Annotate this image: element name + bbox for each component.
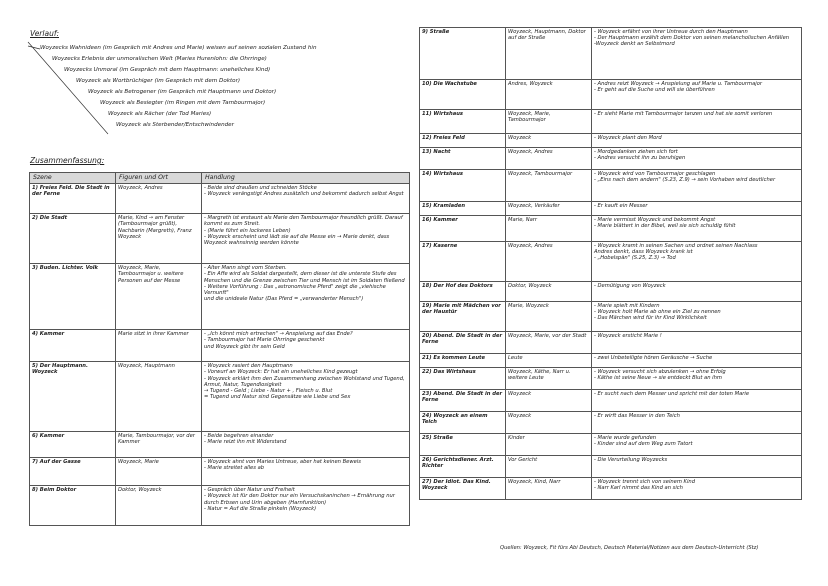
scene-cell: 3) Buden. Lichter. Volk <box>30 264 116 330</box>
scene-cell: 25) Straße <box>420 434 506 456</box>
figures-cell: Kinder <box>506 434 592 456</box>
table-row <box>420 28 802 80</box>
action-line: - Marie spielt mit Kindern <box>594 303 660 309</box>
table-row <box>420 434 802 456</box>
figures-cell: Woyzeck, Tambourmajor <box>506 170 592 202</box>
action-cell <box>202 184 410 214</box>
figures-cell: Woyzeck, Marie, Tambourmajor <box>506 110 592 134</box>
verlauf-item: Woyzecks Erlebnis der unmoralischen Welt (Maries Hurenlohn: die Ohrringe) <box>52 56 267 62</box>
action-line: - „Hobelspän" (S.25, Z.3) → Tod <box>594 255 676 262</box>
scene-cell: 20) Abend. Die Stadt in der Ferne <box>420 332 506 354</box>
action-cell <box>592 216 802 242</box>
scene-cell: 23) Abend. Die Stadt in der Ferne <box>420 390 506 412</box>
action-line: - Woyzeck kramt in seinen Sachen und ordnet seinen Nachlass <box>594 243 758 249</box>
action-cell <box>592 368 802 390</box>
action-line: - Das Märchen wird für ihr Kind Wirklichkeit <box>594 315 707 322</box>
action-line: - Er wirft das Messer in den Teich <box>594 413 680 419</box>
figures-cell: Woyzeck, Verkäufer <box>506 202 592 216</box>
scene-cell: 12) Freies Feld <box>420 134 506 148</box>
scene-cell: 24) Woyzeck an einem Teich <box>420 412 506 434</box>
scene-cell: 16) Kammer <box>420 216 506 242</box>
figures-cell: Woyzeck, Marie <box>116 458 202 486</box>
sources-footer: Quellen: Woyzeck, Fit fürs Abi Deutsch, Deutsch Material/Notizen aus dem Deutsch-Unterricht (Stz) <box>500 545 759 551</box>
table-row <box>30 458 410 486</box>
action-cell <box>202 458 410 486</box>
figures-cell: Woyzeck <box>506 390 592 412</box>
table-row <box>420 302 802 332</box>
verlauf-item: Woyzeck als Wortbrüchiger (im Gespräch mit dem Doktor) <box>76 78 241 84</box>
action-line: - Mordgedanken ziehen sich fort <box>594 149 678 155</box>
table-row <box>420 216 802 242</box>
scene-cell: 8) Beim Doktor <box>30 486 116 526</box>
figures-cell: Woyzeck, Andres <box>506 242 592 282</box>
action-cell <box>592 354 802 368</box>
table-row <box>420 134 802 148</box>
action-cell <box>592 332 802 354</box>
scene-cell: 1) Freies Feld. Die Stadt in der Ferne <box>30 184 116 214</box>
figures-cell: Woyzeck, Andres <box>116 184 202 214</box>
scene-cell: 5) Der Hauptmann. Woyzeck <box>30 362 116 432</box>
action-line: - Natur = Auf die Straße pinkeln (Woyzeck) <box>204 505 317 512</box>
table-row <box>420 368 802 390</box>
table-row <box>30 486 410 526</box>
figures-cell: Woyzeck <box>506 412 592 434</box>
action-line: - Woyzeck ahnt von Maries Untreue, aber hat keinen Beweis <box>204 459 361 466</box>
table-row <box>30 264 410 330</box>
figures-cell: Woyzeck, Hauptmann <box>116 362 202 432</box>
scene-cell: 4) Kammer <box>30 330 116 362</box>
table-row <box>30 214 410 264</box>
action-line: - Narr Karl nimmt das Kind an sich <box>594 485 683 492</box>
table-row <box>420 390 802 412</box>
action-line: - Er sieht Marie mit Tambourmajor tanzen und hat sie somit verloren <box>594 111 773 117</box>
action-cell <box>592 202 802 216</box>
figures-cell: Marie, Narr <box>506 216 592 242</box>
action-line: - Marie reizt ihn mit Widerstand <box>204 439 287 446</box>
table-row <box>420 478 802 500</box>
action-cell <box>592 170 802 202</box>
action-line: - Andres reizt Woyzeck → Anspielung auf Marie u. Tambourmajor <box>594 81 763 87</box>
action-line: - Marie vermisst Woyzeck und bekommt Angst <box>594 217 716 223</box>
action-cell <box>202 214 410 264</box>
figures-cell: Woyzeck, Käthe, Narr u. weitere Leute <box>506 368 592 390</box>
table-row <box>420 170 802 202</box>
action-line: - Demütigung von Woyzeck <box>594 283 666 289</box>
action-line: - Tambourmajor hat Marie Ohrringe geschenkt <box>204 337 325 344</box>
header-action: Handlung <box>202 173 410 184</box>
figures-cell: Doktor, Woyzeck <box>116 486 202 526</box>
action-line: - Woyzeck rasiert den Hauptmann <box>204 363 293 370</box>
action-cell <box>202 264 410 330</box>
action-line: - Woyzeck wird von Tambourmajor geschlagen <box>594 171 716 177</box>
table-row <box>420 412 802 434</box>
action-line: - Margreth ist erstaunt als Marie den Tambourmajor freundlich grüßt. Darauf kommt es zum Streit. <box>204 215 403 228</box>
table-row <box>420 242 802 282</box>
verlauf-item: Woyzeck als Sterbender/Entschwindender <box>116 122 234 128</box>
verlauf-item: Woyzecks Wahnideen (im Gespräch mit Andres und Marie) weisen auf seinen sozialen Zustand hin <box>40 45 317 51</box>
action-cell <box>592 302 802 332</box>
scene-cell: 15) Kramladen <box>420 202 506 216</box>
scene-cell: 19) Marie mit Mädchen vor der Haustür <box>420 302 506 332</box>
table-row <box>420 202 802 216</box>
action-line: - Vorwurf an Woyzeck: Er hat ein uneheliches Kind gezeugt <box>204 369 358 376</box>
action-cell <box>592 434 802 456</box>
action-cell <box>592 412 802 434</box>
scene-cell: 9) Straße <box>420 28 506 80</box>
action-line: - Alter Mann singt vom Sterben. <box>204 265 287 272</box>
action-cell <box>202 362 410 432</box>
action-cell <box>592 456 802 478</box>
figures-cell: Woyzeck <box>506 134 592 148</box>
scene-cell: 27) Der Idiot. Das Kind. Woyzeck <box>420 478 506 500</box>
action-line: - Er sucht nach dem Messer und spricht mit der toten Marie <box>594 391 750 397</box>
action-cell <box>592 478 802 500</box>
table-row <box>30 330 410 362</box>
figures-cell: Woyzeck, Marie, Tambourmajor u. weitere Personen auf der Messe <box>116 264 202 330</box>
action-cell <box>592 390 802 412</box>
action-line: - zwei Unbeteiligte hören Geräusche → Suche <box>594 355 713 361</box>
action-line: - Marie blättert in der Bibel, weil sie sich schuldig fühlt <box>594 223 736 230</box>
summary-table-left <box>29 172 410 526</box>
table-row <box>420 80 802 110</box>
scene-cell: 6) Kammer <box>30 432 116 458</box>
action-line: - Ein Affe wird als Soldat dargestellt, dem dieser ist die unterste Stufe des Menschen und die Grenze zwischen Tier und Mensch ist im Soldaten fließend <box>204 271 405 284</box>
scene-cell: 10) Die Wachstube <box>420 80 506 110</box>
action-line: - Woyzeck holt Marie ab ohne ein Ziel zu nennen <box>594 309 721 316</box>
table-row <box>30 432 410 458</box>
action-line: und Woyzeck gibt ihr sein Geld <box>204 343 285 350</box>
table-row <box>420 110 802 134</box>
verlauf-item: Woyzeck als Rächer (der Tod Maries) <box>108 111 212 117</box>
action-cell <box>592 28 802 80</box>
table-row <box>30 184 410 214</box>
action-cell <box>592 282 802 302</box>
action-line: - Beide sind draußen und schneiden Stöcke <box>204 185 317 192</box>
verlauf-item: Woyzeck als Besiegter (im Ringen mit dem Tambourmajor) <box>100 100 266 106</box>
scene-cell: 22) Das Wirtshaus <box>420 368 506 390</box>
summary-table-right <box>419 27 802 500</box>
action-line: - „Eins nach dem andern" (S.23, Z.9) → sein Vorhaben wird deutlicher <box>594 177 776 184</box>
action-line: - „Ich könnt mich ertrechen" → Anspielung auf das Ende? <box>204 331 353 338</box>
scene-cell: 7) Auf der Gasse <box>30 458 116 486</box>
action-line: - Woyzeck plant den Mord <box>594 135 662 141</box>
action-line: - Der Hauptmann erzählt dem Doktor von seinen melancholischen Anfällen <box>594 35 790 42</box>
figures-cell: Leute <box>506 354 592 368</box>
action-line: - Weitere Vorführung : Das „astronomische Pferd" zeigt die „viehische Vernunft" <box>204 283 386 297</box>
action-line: - Marie wurde gefunden <box>594 435 657 441</box>
header-scene: Szene <box>30 173 116 184</box>
action-line: - Die Verurteilung Woyzecks <box>594 457 668 463</box>
table-row <box>420 332 802 354</box>
scene-cell: 17) Kaserne <box>420 242 506 282</box>
action-line: - Kinder sind auf dem Weg zum Tatort <box>594 441 693 448</box>
verlauf-heading: Verlauf: <box>30 29 59 38</box>
action-line: - (Marie führt ein lockeres Leben) <box>204 227 291 234</box>
scene-cell: 2) Die Stadt <box>30 214 116 264</box>
action-cell <box>202 486 410 526</box>
action-cell <box>592 110 802 134</box>
summary-heading: Zusammenfassung: <box>30 156 105 165</box>
action-line: - Woyzeck ersticht Marie ! <box>594 333 662 339</box>
action-line: - Gespräch über Natur und Freiheit <box>204 487 295 494</box>
action-cell <box>202 330 410 362</box>
action-cell <box>592 242 802 282</box>
action-line: - Woyzeck versucht sich abzulenken → ohne Erfolg <box>594 369 726 375</box>
figures-cell: Andres, Woyzeck <box>506 80 592 110</box>
action-line: → Tugend - Geld ; Liebe - Natur + , Fleisch u. Blut <box>204 388 333 395</box>
table-row <box>420 148 802 170</box>
action-line: - Woyzeck erklärt ihm den Zusammenhang zwischen Wohlstand und Tugend, Armut, Natur, Tugendlosigkeit <box>204 375 405 388</box>
action-line: - Er geht auf die Suche und will sie überführen <box>594 87 715 94</box>
figures-cell: Vor Gericht <box>506 456 592 478</box>
action-line: - Er kauft ein Messer <box>594 203 648 209</box>
action-line: - Marie streitet alles ab <box>204 465 265 472</box>
action-line: = Tugend und Natur sind Gegensätze wie Liebe und Sex <box>204 394 351 401</box>
figures-cell: Woyzeck, Marie, vor der Stadt <box>506 332 592 354</box>
action-line: - Beide begehren einander <box>204 433 274 440</box>
action-line: und die unideale Natur (Das Pferd = „verwanderter Mensch") <box>204 296 364 303</box>
action-cell <box>592 80 802 110</box>
figures-cell: Doktor, Woyzeck <box>506 282 592 302</box>
action-line: - Woyzeck ist für den Doktor nur ein Versuchskaninchen → Ernährung nur durch Erbsen und Urin abgeben (Harnfunktion) <box>204 493 395 506</box>
figures-cell: Woyzeck, Andres <box>506 148 592 170</box>
action-line: - Woyzeck trennt sich von seinem Kind <box>594 479 695 485</box>
action-line: -Woyzeck denkt an Selbstmord <box>594 41 675 48</box>
scene-cell: 14) Wirtshaus <box>420 170 506 202</box>
scene-cell: 26) Gerichtsdiener. Arzt. Richter <box>420 456 506 478</box>
action-cell <box>592 148 802 170</box>
verlauf-item: Woyzecks Unmoral (im Gespräch mit dem Hauptmann: uneheliches Kind) <box>64 67 271 73</box>
action-cell <box>202 432 410 458</box>
action-cell <box>592 134 802 148</box>
table-row <box>420 456 802 478</box>
action-line: - Käthe ist seine Neue → sie entdeckt Blut an ihm <box>594 375 722 382</box>
action-line: Andres denkt, dass Woyzeck krank ist <box>594 249 693 256</box>
figures-cell: Marie, Kind → am Fenster (Tambourmajor grüßt), Nachbarin (Margreth), Franz Woyzeck <box>116 214 202 264</box>
figures-cell: Marie, Tambourmajor, vor der Kammer <box>116 432 202 458</box>
action-line: - Andres versucht ihn zu beruhigen <box>594 155 686 162</box>
figures-cell: Woyzeck, Hauptmann, Doktor auf der Straße <box>506 28 592 80</box>
table-row <box>420 282 802 302</box>
action-line: - Woyzeck erfährt von ihrer Untreue durch den Hauptmann <box>594 29 748 35</box>
figures-cell: Woyzeck, Kind, Narr <box>506 478 592 500</box>
verlauf-item: Woyzeck als Betrogener (im Gespräch mit Hauptmann und Doktor) <box>88 89 277 95</box>
figures-cell: Marie, Woyzeck <box>506 302 592 332</box>
scene-cell: 11) Wirtshaus <box>420 110 506 134</box>
scene-cell: 13) Nacht <box>420 148 506 170</box>
table-row <box>420 354 802 368</box>
table-row <box>30 362 410 432</box>
header-figures: Figuren und Ort <box>116 173 202 184</box>
scene-cell: 18) Der Hof des Doktors <box>420 282 506 302</box>
figures-cell: Marie sitzt in ihrer Kammer <box>116 330 202 362</box>
action-line: - Woyzeck erscheint und lädt sie auf die Messe ein → Marie denkt, dass Woyzeck wahnsinnig werden könnte <box>204 233 390 247</box>
scene-cell: 21) Es kommen Leute <box>420 354 506 368</box>
action-line: - Woyzeck verängstigt Andres zusätzlich und bekommt dadurch selbst Angst <box>204 191 404 198</box>
